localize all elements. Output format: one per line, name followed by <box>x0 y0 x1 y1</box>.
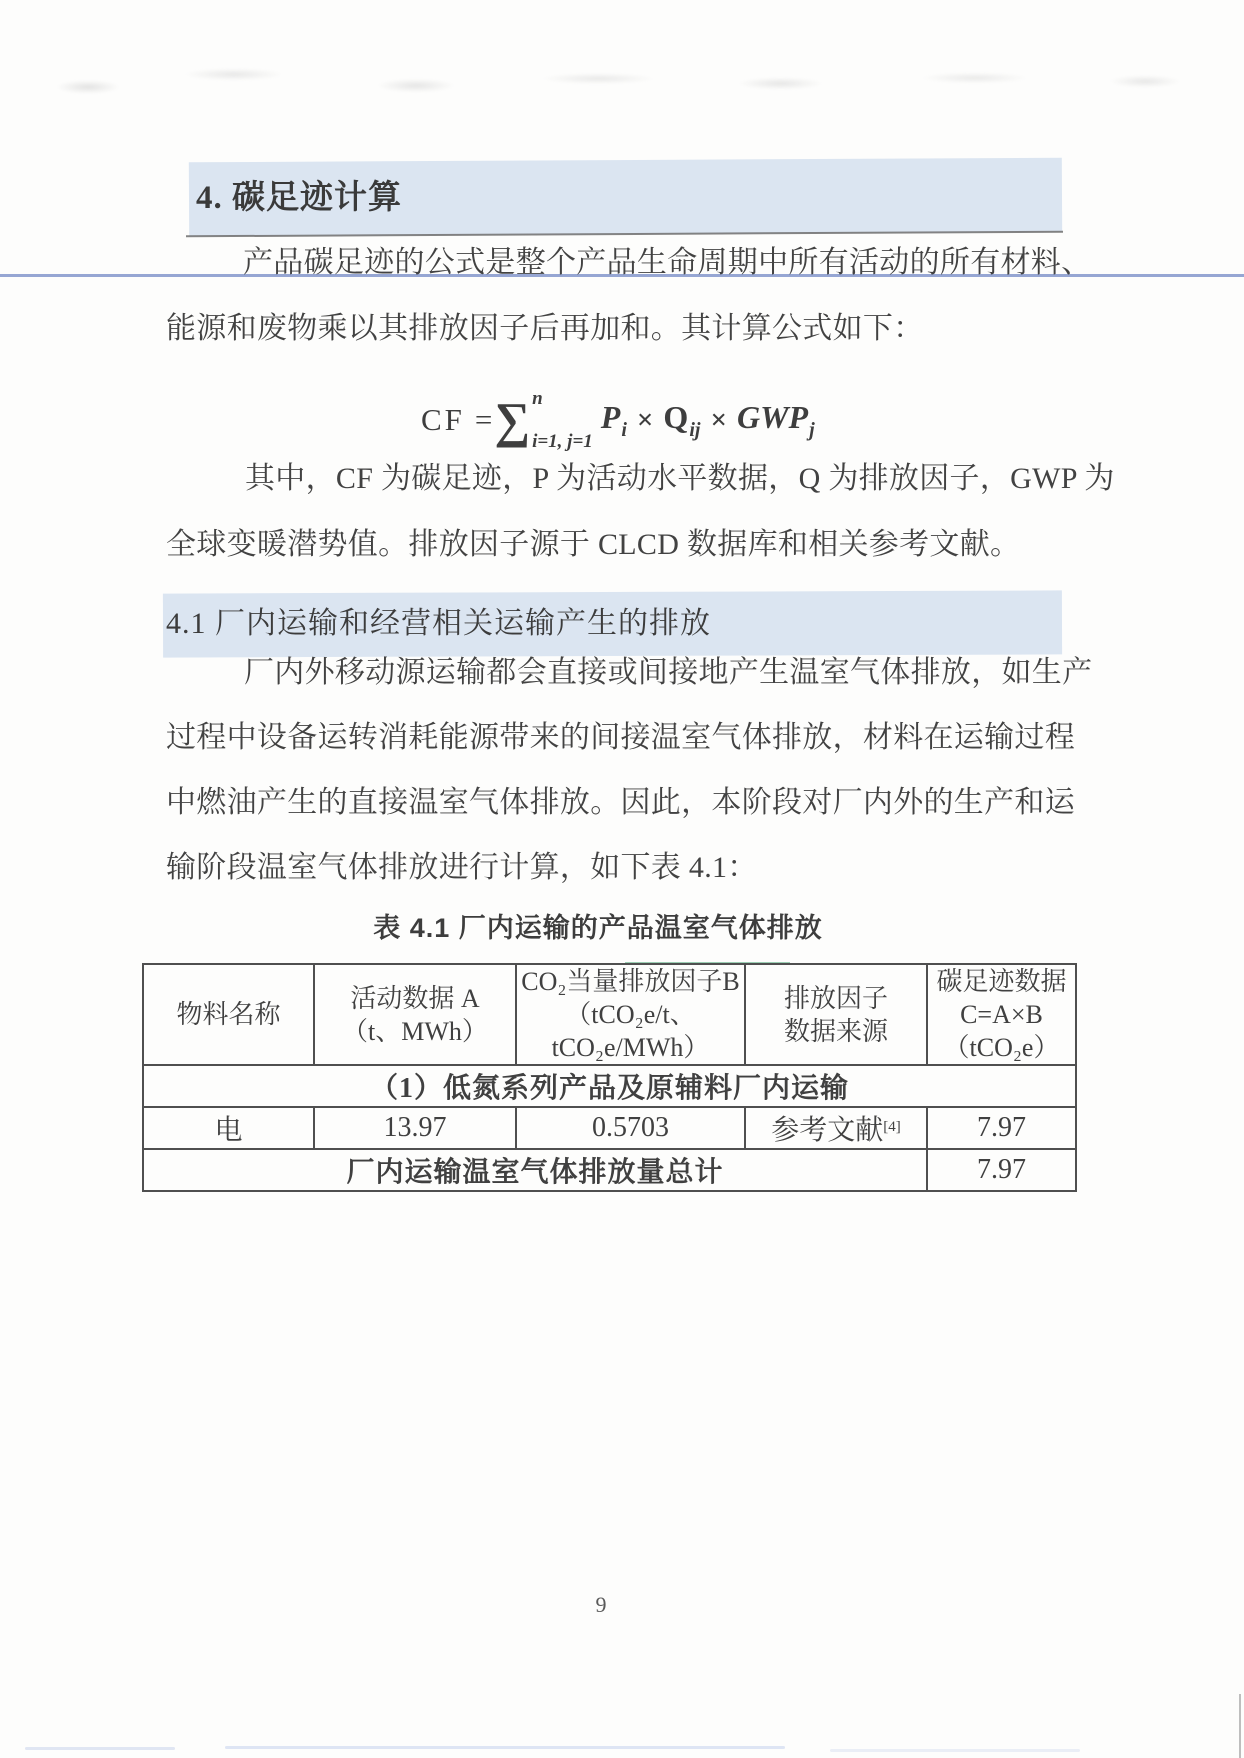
table-header-activity: 活动数据 A （t、MWh） <box>314 964 516 1065</box>
table-group-row <box>143 1065 1076 1107</box>
scan-smudge <box>830 1749 1080 1752</box>
paragraph-line: 产品碳足迹的公式是整个产品生命周期中所有活动的所有材料、 <box>243 246 1092 279</box>
carbon-footprint-formula <box>421 384 815 456</box>
section-heading-4-1: 4.1 厂内运输和经营相关运输产生的排放 <box>166 607 711 640</box>
paragraph-line: 厂内外移动源运输都会直接或间接地产生温室气体排放，如生产 <box>244 656 1093 689</box>
formula-equals: = <box>474 402 493 437</box>
emissions-table <box>142 963 1077 1192</box>
table-header-footprint: 碳足迹数据 C=A×B （tCO₂e） <box>927 964 1076 1065</box>
total-value: 7.97 <box>927 1149 1076 1191</box>
formula-term-q: $Q_{ij}$ <box>663 398 701 441</box>
table-title: 表 4.1 厂内运输的产品温室气体排放 <box>373 913 823 943</box>
formula-term-gwp: $GWP_j$ <box>736 398 815 441</box>
paragraph-line: 能源和废物乘以其排放因子后再加和。其计算公式如下： <box>166 312 924 345</box>
cell-source: 参考文献[4] <box>745 1107 927 1149</box>
formula-upper-limit: n <box>532 388 543 409</box>
table-header-source: 排放因子 数据来源 <box>745 964 927 1065</box>
cell-footprint: 7.97 <box>927 1107 1076 1149</box>
cell-factor: 0.5703 <box>516 1107 745 1149</box>
cell-activity: 13.97 <box>314 1107 516 1149</box>
citation-superscript: [4] <box>883 1119 901 1135</box>
total-label: 厂内运输温室气体排放量总计 <box>143 1149 927 1191</box>
formula-lhs: CF <box>421 402 465 437</box>
formula-sigma: ∑ <box>494 392 531 448</box>
table-data-row <box>143 1107 1076 1149</box>
scan-edge-mark <box>1239 1694 1241 1758</box>
table-header-factor: CO₂当量排放因子B （tCO₂e/t、 tCO₂e/MWh） <box>516 964 745 1065</box>
formula-times: × <box>636 403 654 436</box>
page-number: 9 <box>595 1592 607 1617</box>
scan-noise-band <box>15 45 1230 115</box>
formula-term-p: $P_i$ <box>600 398 627 441</box>
paragraph-line: 过程中设备运转消耗能源带来的间接温室气体排放，材料在运输过程 <box>166 721 1075 754</box>
formula-times: × <box>710 403 727 436</box>
paragraph-line: 其中，CF 为碳足迹，P 为活动水平数据，Q 为排放因子，GWP 为 <box>245 462 1115 495</box>
table-group-label: （1）低氮系列产品及原辅料厂内运输 <box>143 1065 1076 1107</box>
cell-material: 电 <box>143 1107 314 1149</box>
formula-limits <box>532 389 593 451</box>
table-total-row <box>143 1149 1076 1191</box>
formula-lower-limit: i=1, j=1 <box>532 431 593 452</box>
section-heading-4: 4. 碳足迹计算 <box>196 180 402 216</box>
paragraph-line: 全球变暖潜势值。排放因子源于 CLCD 数据库和相关参考文献。 <box>166 528 1021 561</box>
table-header-row <box>143 964 1076 1065</box>
paragraph-line: 输阶段温室气体排放进行计算，如下表 4.1： <box>166 851 758 884</box>
scan-smudge <box>225 1746 785 1749</box>
table-header-material: 物料名称 <box>143 964 314 1065</box>
paragraph-line: 中燃油产生的直接温室气体排放。因此，本阶段对厂内外的生产和运 <box>166 786 1075 819</box>
scan-smudge <box>25 1747 175 1750</box>
